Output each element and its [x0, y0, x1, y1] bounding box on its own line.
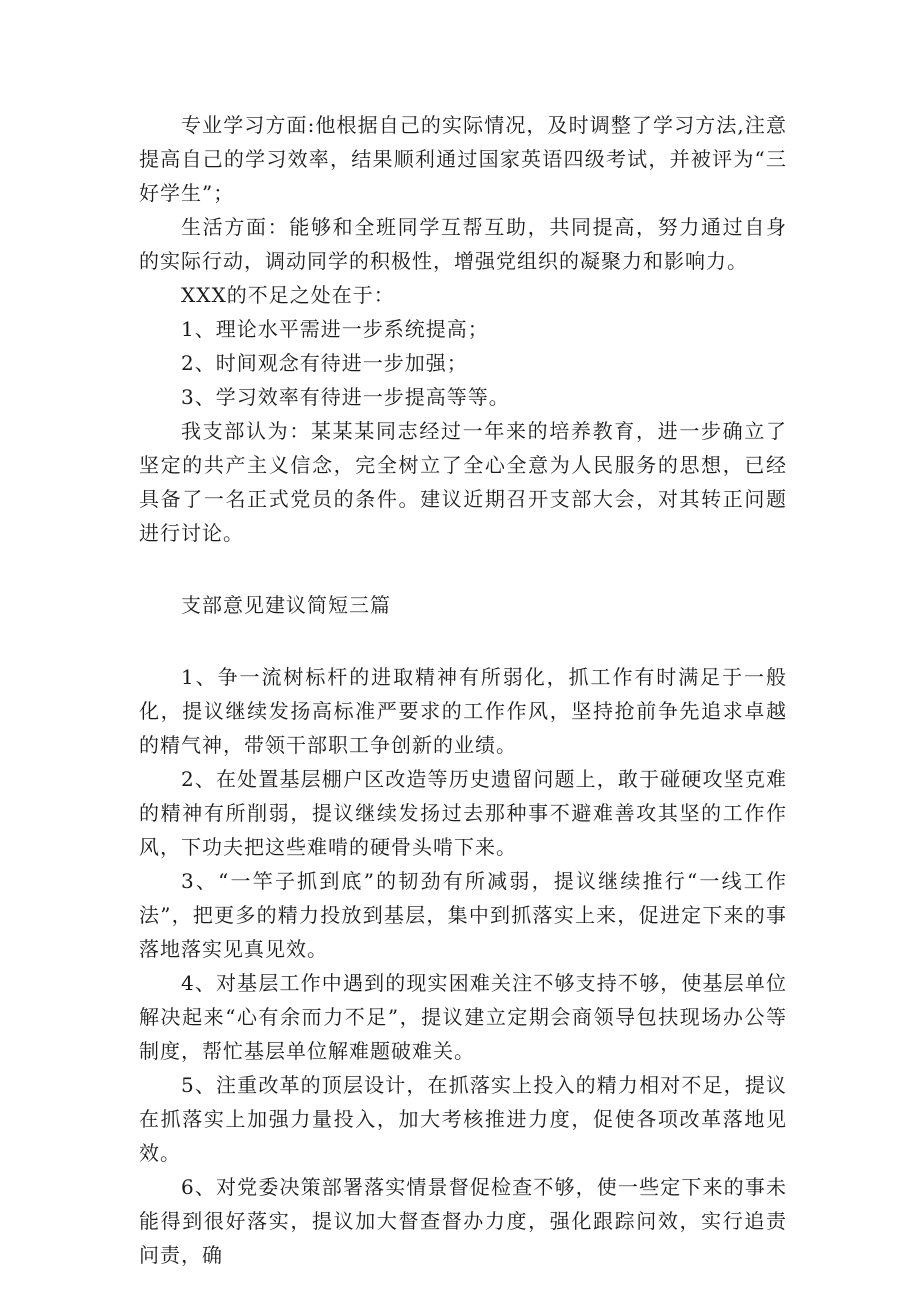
suggestion-item-6: 6、对党委决策部署落实情景督促检查不够，使一些定下来的事未能得到很好落实，提议加大督查督办力度，强化跟踪问效，实行追责问责，确 [139, 1175, 787, 1267]
list-item-shortcoming-1: 1、理论水平需进一步系统提高； [181, 317, 489, 341]
paragraph-branch-opinion: 我支部认为：某某某同志经过一年来的培养教育，进一步确立了坚定的共产主义信念，完全树立了全心全意为人民服务的思想，已经具备了一名正式党员的条件。建议近期召开支部大会，对其转正问题进行讨论。 [139, 419, 787, 545]
spacer [139, 622, 787, 660]
spacer [139, 550, 787, 588]
list-item-shortcoming-2: 2、时间观念有待进一步加强； [181, 351, 468, 375]
suggestion-item-5: 5、注重改革的顶层设计，在抓落实上投入的精力相对不足，提议在抓落实上加强力量投入，加大考核推进力度，促使各项改革落地见效。 [139, 1073, 787, 1165]
section-title: 支部意见建议简短三篇 [181, 593, 391, 617]
suggestion-item-1: 1、争一流树标杆的进取精神有所弱化，抓工作有时满足于一般化，提议继续发扬高标准严要求的工作作风，坚持抢前争先追求卓越的精气神，带领干部职工争创新的业绩。 [139, 665, 787, 757]
suggestion-item-4: 4、对基层工作中遇到的现实困难关注不够支持不够，使基层单位解决起来“心有余而力不足”，提议建立定期会商领导包扶现场办公等制度，帮忙基层单位解难题破难关。 [139, 971, 787, 1063]
document-body [139, 108, 787, 1272]
paragraph-study: 专业学习方面:他根据自己的实际情况，及时调整了学习方法,注意提高自己的学习效率，结果顺利通过国家英语四级考试，并被评为“三好学生”； [139, 113, 787, 205]
suggestion-item-3: 3、“一竿子抓到底”的韧劲有所减弱，提议继续推行“一线工作法”，把更多的精力投放到基层，集中到抓落实上来，促进定下来的事落地落实见真见效。 [139, 869, 787, 961]
paragraph-shortcomings-intro: XXX的不足之处在于： [181, 283, 395, 307]
list-item-shortcoming-3: 3、学习效率有待进一步提高等等。 [181, 385, 510, 409]
suggestion-item-2: 2、在处置基层棚户区改造等历史遗留问题上，敢于碰硬攻坚克难的精神有所削弱，提议继续发扬过去那种事不避难善攻其坚的工作作风，下功夫把这些难啃的硬骨头啃下来。 [139, 767, 787, 859]
paragraph-life: 生活方面：能够和全班同学互帮互助，共同提高，努力通过自身的实际行动，调动同学的积极性，增强党组织的凝聚力和影响力。 [139, 215, 787, 273]
